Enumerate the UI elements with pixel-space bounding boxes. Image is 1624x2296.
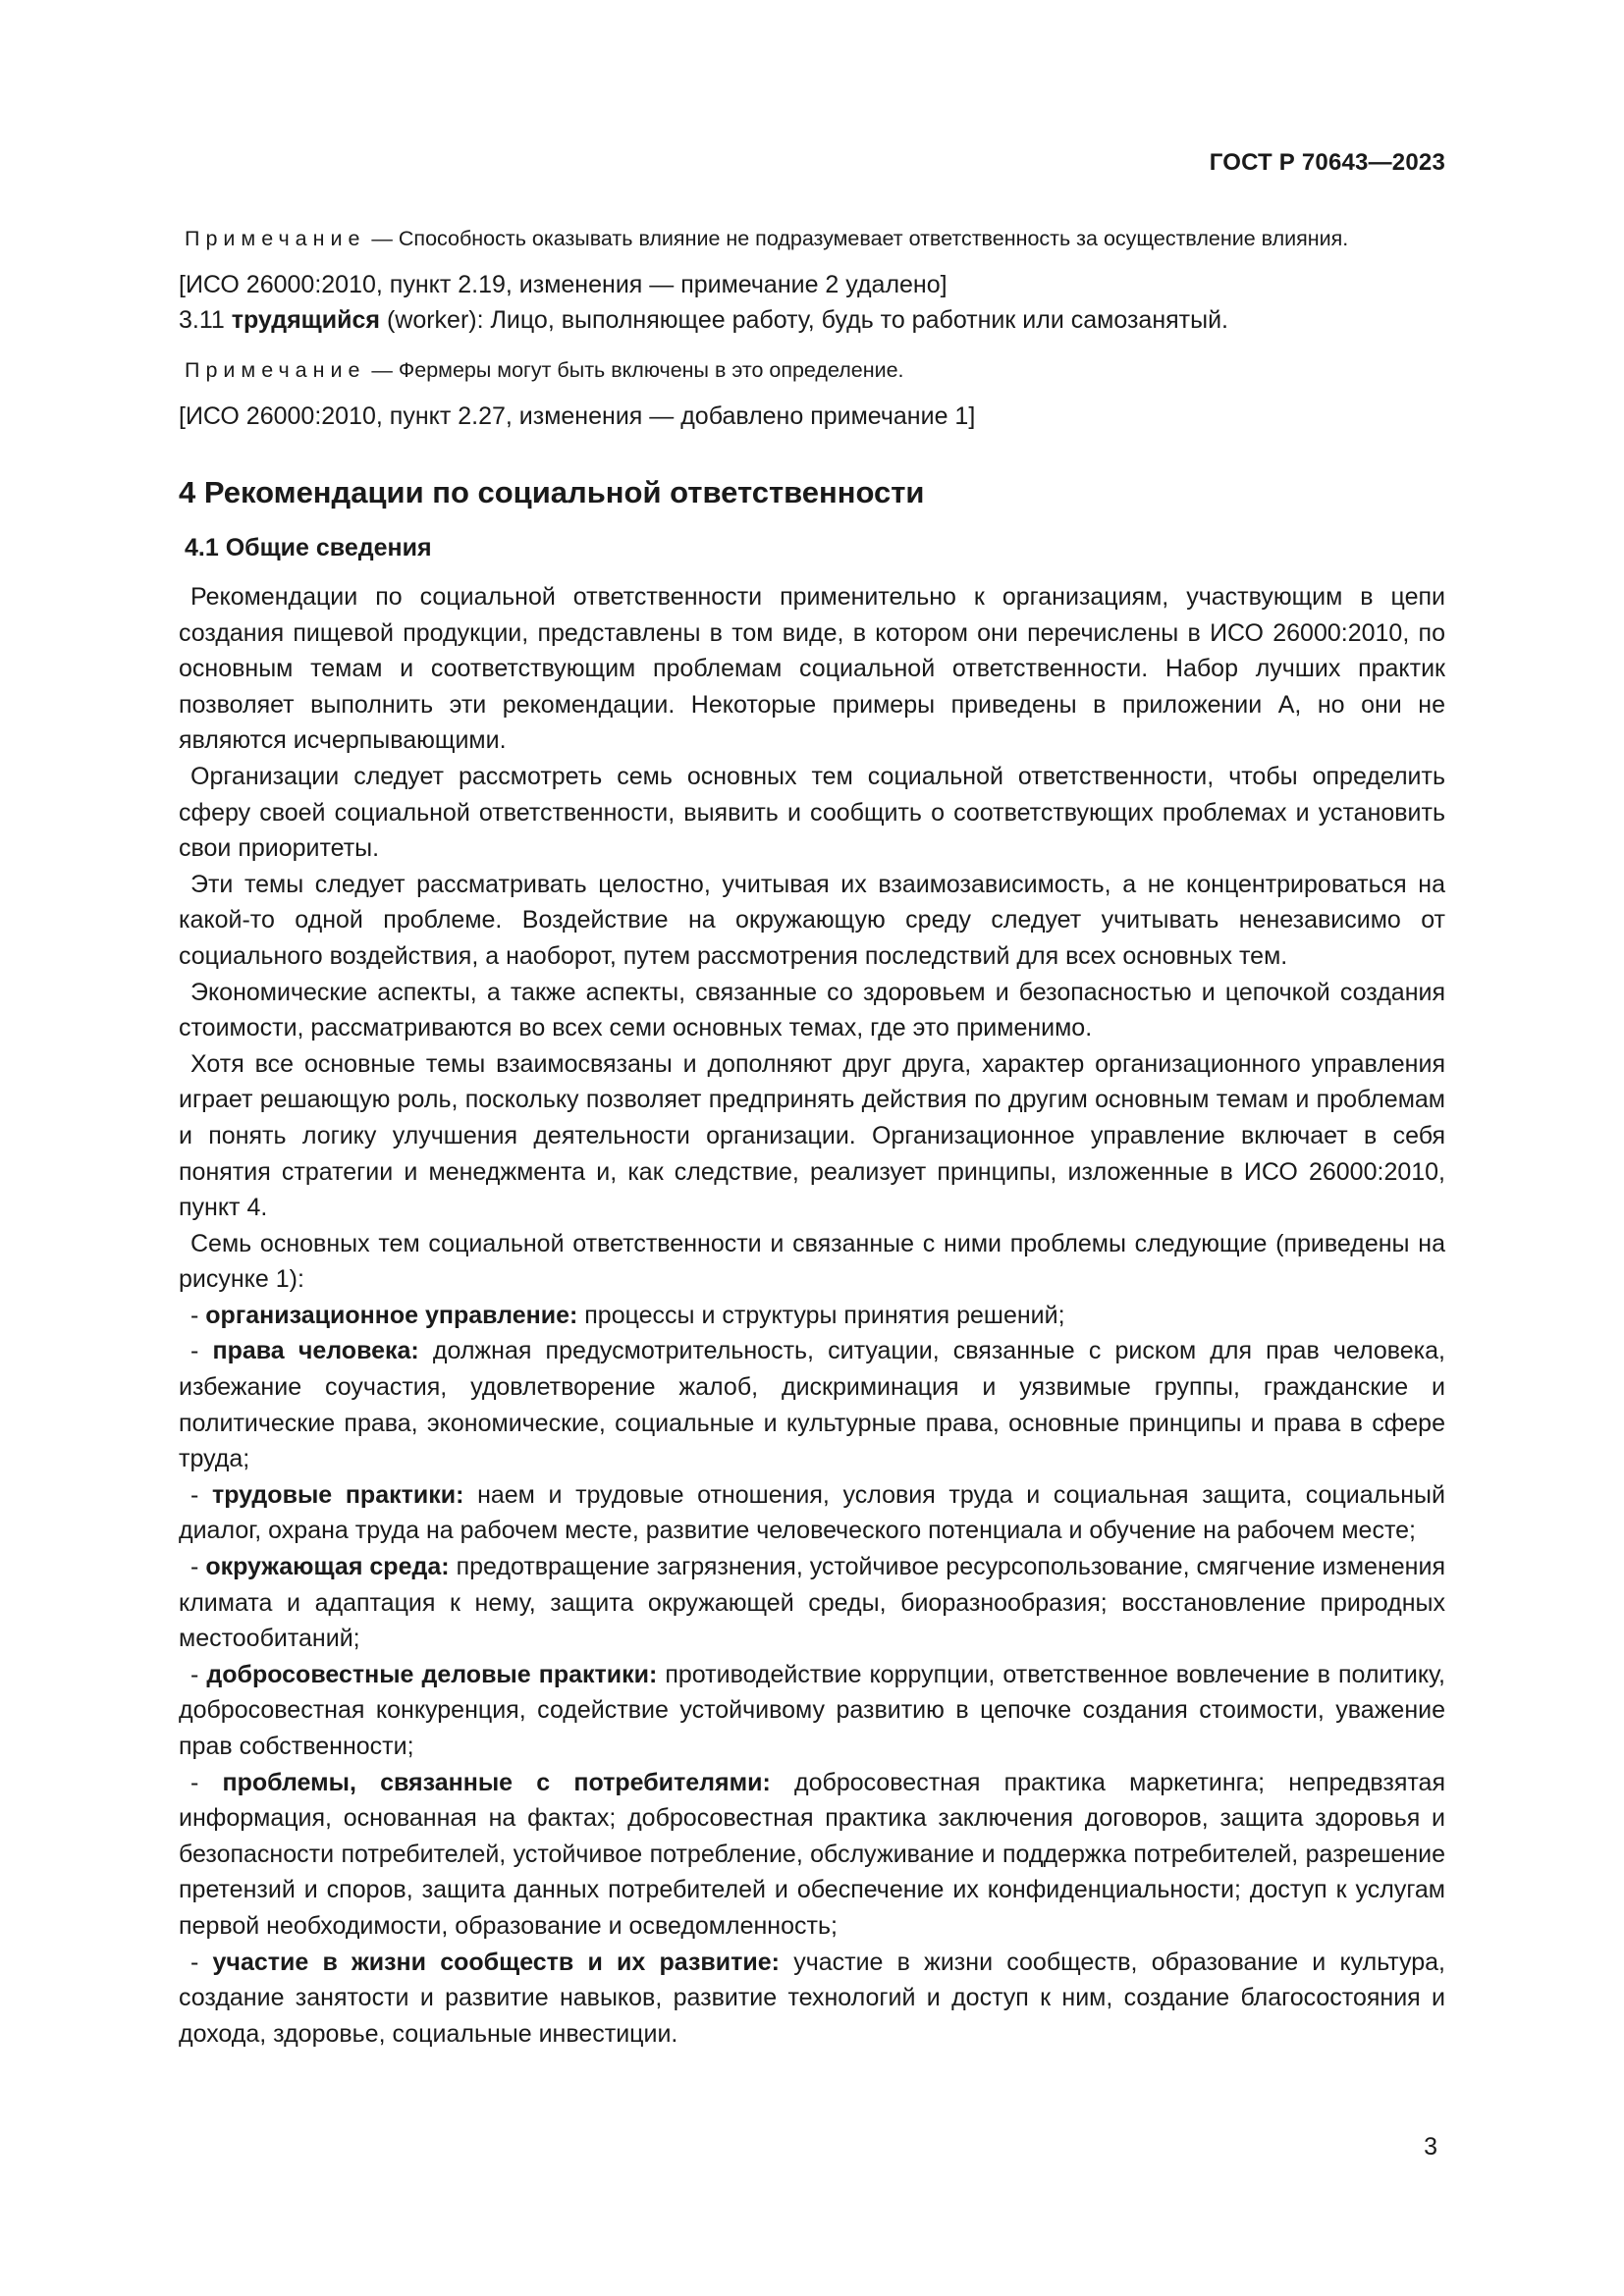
topic-list-item: - окружающая среда: предотвращение загрязнения, устойчивое ресурсопользование, смягчение изменения климата и адаптация к нему, защита окружающей среды, биоразнообразия; восстановление природных местообитаний; xyxy=(179,1553,1445,1653)
note-paragraph xyxy=(179,224,1445,253)
topic-term: трудовые практики: xyxy=(211,1480,464,1509)
topic-list-item: - организационное управление: процессы и структуры принятия решений; xyxy=(190,1301,1065,1329)
definition-3-11 xyxy=(179,302,1445,338)
body-paragraph: Семь основных тем социальной ответственности и связанные с ними проблемы следующие (приведены на рисунке 1): xyxy=(179,1229,1445,1294)
topic-text: процессы и структуры принятия решений; xyxy=(577,1301,1065,1329)
topic-text: добросовестная практика маркетинга; непредвзятая информация, основанная на фактах; добросовестная практика заключения договоров, защита здоровья и безопасности потребителей, устойчивое потребление, обслуживание и поддержка потребителей, разрешение претензий и споров, защита данных потребителей и обеспечение их конфиденциальности; доступ к услугам первой необходимости, образование и осведомленность; xyxy=(179,1768,1445,1940)
topic-term: права человека: xyxy=(212,1337,419,1365)
note-text: — Фермеры могут быть включены в это определение. xyxy=(365,358,904,382)
reference: [ИСО 26000:2010, пункт 2.19, изменения — примечание 2 удалено] xyxy=(179,271,947,298)
topic-text: наем и трудовые отношения, условия труда и социальная защита, социальный диалог, охрана труда на рабочем месте, развитие человеческого потенциала и обучение на рабочем месте; xyxy=(179,1480,1445,1545)
topic-term: окружающая среда: xyxy=(205,1553,450,1581)
body-paragraph: Эти темы следует рассматривать целостно, учитывая их взаимозависимость, а не концентрироваться на какой-то одной проблеме. Воздействие на окружающую среду следует учитывать ненезависимо от социального воздействия, а наоборот, путем рассмотрения последствий для всех основных тем. xyxy=(179,870,1445,970)
definition-term: трудящийся xyxy=(231,306,380,334)
note-label: Примечание xyxy=(185,358,366,382)
body-paragraph: Хотя все основные темы взаимосвязаны и дополняют друг друга, характер организационного управления играет решающую роль, поскольку позволяет предпринять действия по другим основным темам и проблемам и понять логику улучшения деятельности организации. Организационное управление включает в себя понятия стратегии и менеджмента и, как следствие, реализует принципы, изложенные в ИСО 26000:2010, пункт 4. xyxy=(179,1049,1445,1222)
body-paragraph: Организации следует рассмотреть семь основных тем социальной ответственности, чтобы определить сферу своей социальной ответственности, выявить и сообщить о соответствующих проблемах и установить свои приоритеты. xyxy=(179,762,1445,863)
definition-number: 3.11 xyxy=(179,306,232,334)
topic-list-item: - права человека: должная предусмотрительность, ситуации, связанные с риском для прав человека, избежание соучастия, удовлетворение жалоб, дискриминация и уязвимые группы, гражданские и политические права, экономические, социальные и культурные права, основные принципы и права в сфере труда; xyxy=(179,1337,1445,1473)
topic-term: проблемы, связанные с потребителями: xyxy=(222,1768,771,1796)
note-label: Примечание xyxy=(185,227,366,250)
definition-text: (worker): Лицо, выполняющее работу, будь то работник или самозанятый. xyxy=(380,306,1228,334)
note-paragraph xyxy=(179,355,1445,385)
page-number: 3 xyxy=(1424,2133,1437,2161)
note-text: — Способность оказывать влияние не подразумевает ответственность за осуществление влияния. xyxy=(365,227,1349,250)
topic-list-item: - добросовестные деловые практики: противодействие коррупции, ответственное вовлечение в политику, добросовестная конкуренция, содействие устойчивому развитию в цепочке создания стоимости, уважение прав собственности; xyxy=(179,1660,1445,1760)
topic-text: участие в жизни сообществ, образование и культура, создание занятости и развитие навыков, развитие технологий и доступ к ним, создание благосостояния и дохода, здоровье, социальные инвестиции. xyxy=(179,1948,1445,2048)
topic-term: организационное управление: xyxy=(205,1301,578,1329)
topic-term: добросовестные деловые практики: xyxy=(206,1660,658,1688)
topic-text: предотвращение загрязнения, устойчивое ресурсопользование, смягчение изменения климата и адаптация к нему, защита окружающей среды, биоразнообразия; восстановление природных местообитаний; xyxy=(179,1553,1445,1653)
section-heading: 4 Рекомендации по социальной ответственности xyxy=(179,475,925,509)
body-paragraph: Экономические аспекты, а также аспекты, связанные со здоровьем и безопасностью и цепочкой создания стоимости, рассматриваются во всех семи основных темах, где это применимо. xyxy=(179,978,1445,1042)
topic-list-item: - проблемы, связанные с потребителями: добросовестная практика маркетинга; непредвзятая информация, основанная на фактах; добросовестная практика заключения договоров, защита здоровья и безопасности потребителей, устойчивое потребление, обслуживание и поддержка потребителей, разрешение претензий и споров, защита данных потребителей и обеспечение их конфиденциальности; доступ к услугам первой необходимости, образование и осведомленность; xyxy=(179,1768,1445,1940)
reference: [ИСО 26000:2010, пункт 2.27, изменения — добавлено примечание 1] xyxy=(179,402,976,430)
topic-text: должная предусмотрительность, ситуации, связанные с риском для прав человека, избежание соучастия, удовлетворение жалоб, дискриминация и уязвимые группы, гражданские и политические права, экономические, социальные и культурные права, основные принципы и права в сфере труда; xyxy=(179,1337,1445,1473)
topic-term: участие в жизни сообществ и их развитие: xyxy=(212,1948,780,1976)
topic-text: противодействие коррупции, ответственное вовлечение в политику, добросовестная конкуренция, содействие устойчивому развитию в цепочке создания стоимости, уважение прав собственности; xyxy=(179,1660,1445,1760)
page-content xyxy=(179,224,1445,2052)
topic-list-item: - трудовые практики: наем и трудовые отношения, условия труда и социальная защита, социальный диалог, охрана труда на рабочем месте, развитие человеческого потенциала и обучение на рабочем месте; xyxy=(179,1480,1445,1545)
subsection-heading: 4.1 Общие сведения xyxy=(185,534,432,561)
document-code: ГОСТ Р 70643—2023 xyxy=(1209,149,1445,176)
body-paragraph: Рекомендации по социальной ответственности применительно к организациям, участвующим в цепи создания пищевой продукции, представлены в том виде, в котором они перечислены в ИСО 26000:2010, по основным темам и соответствующим проблемам социальной ответственности. Набор лучших практик позволяет выполнить эти рекомендации. Некоторые примеры приведены в приложении А, но они не являются исчерпывающими. xyxy=(179,583,1445,755)
topic-list-item: - участие в жизни сообществ и их развитие: участие в жизни сообществ, образование и культура, создание занятости и развитие навыков, развитие технологий и доступ к ним, создание благосостояния и дохода, здоровье, социальные инвестиции. xyxy=(179,1948,1445,2048)
